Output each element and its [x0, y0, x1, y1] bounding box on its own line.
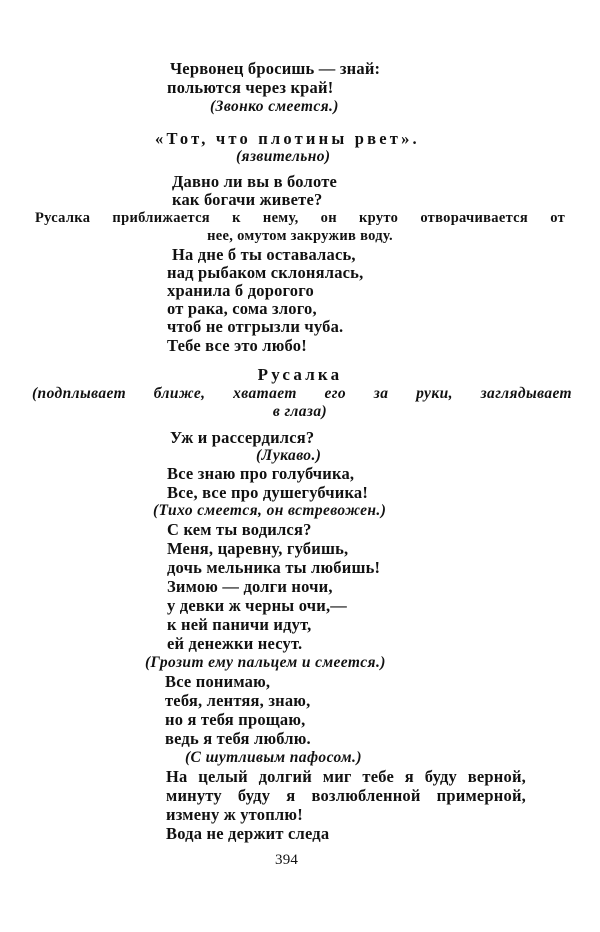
verse-line: у девки ж черны очи,—	[167, 596, 347, 615]
stage-remark: (Тихо смеется, он встревожен.)	[153, 502, 387, 519]
stage-direction: нее, омутом закружив воду.	[207, 228, 393, 244]
verse-line: Тебе все это любо!	[167, 336, 307, 355]
verse-line: Зимою — долги ночи,	[167, 577, 333, 596]
verse-line: Уж и рассердился?	[170, 428, 315, 447]
verse-line: хранила б дорогого	[167, 281, 314, 300]
verse-line: Вода не держит следа	[166, 824, 330, 843]
stage-direction: Русалка приближается к нему, он круто отворачивается от	[35, 210, 565, 226]
verse-line: от рака, сома злого,	[167, 299, 317, 318]
speaker-name: Русалка	[257, 365, 343, 384]
stage-remark: (подплывает ближе, хватает его за руки, заглядывает	[32, 385, 572, 402]
verse-line: На целый долгий миг тебе я буду верной,	[166, 767, 526, 786]
page-number: 394	[275, 852, 299, 868]
stage-remark: (Звонко смеется.)	[210, 98, 339, 115]
verse-line: над рыбаком склонялась,	[167, 263, 364, 282]
stage-remark: в глаза)	[272, 403, 328, 420]
verse-line: ей денежки несут.	[167, 634, 303, 653]
verse-line: как богачи живете?	[172, 190, 323, 209]
quoted-name-line: «Тот, что плотины рвет».	[155, 129, 420, 148]
stage-remark: (язвительно)	[236, 148, 331, 165]
verse-line: На дне б ты оставалась,	[172, 245, 356, 264]
verse-line: Все знаю про голубчика,	[167, 464, 355, 483]
verse-line: Меня, царевну, губишь,	[167, 539, 349, 558]
verse-line: Все понимаю,	[165, 672, 271, 691]
stage-remark: (С шутливым пафосом.)	[185, 749, 362, 766]
verse-line: польются через край!	[167, 78, 334, 97]
verse-line: ведь я тебя люблю.	[165, 729, 311, 748]
verse-line: минуту буду я возлюбленной примерной,	[166, 786, 526, 805]
stage-remark: (Грозит ему пальцем и смеется.)	[145, 654, 386, 671]
stage-remark: (Лукаво.)	[256, 447, 322, 464]
verse-line: Червонец бросишь — знай:	[170, 59, 381, 78]
verse-line: Давно ли вы в болоте	[172, 172, 338, 191]
verse-line: дочь мельника ты любишь!	[167, 558, 381, 577]
verse-line: С кем ты водился?	[167, 520, 312, 539]
verse-line: но я тебя прощаю,	[165, 710, 306, 729]
verse-line: тебя, лентяя, знаю,	[165, 691, 311, 710]
verse-line: к ней паничи идут,	[167, 615, 312, 634]
verse-line: измену ж утоплю!	[166, 805, 303, 824]
verse-line: Все, все про душегубчика!	[167, 483, 369, 502]
verse-line: чтоб не отгрызли чуба.	[167, 317, 344, 336]
